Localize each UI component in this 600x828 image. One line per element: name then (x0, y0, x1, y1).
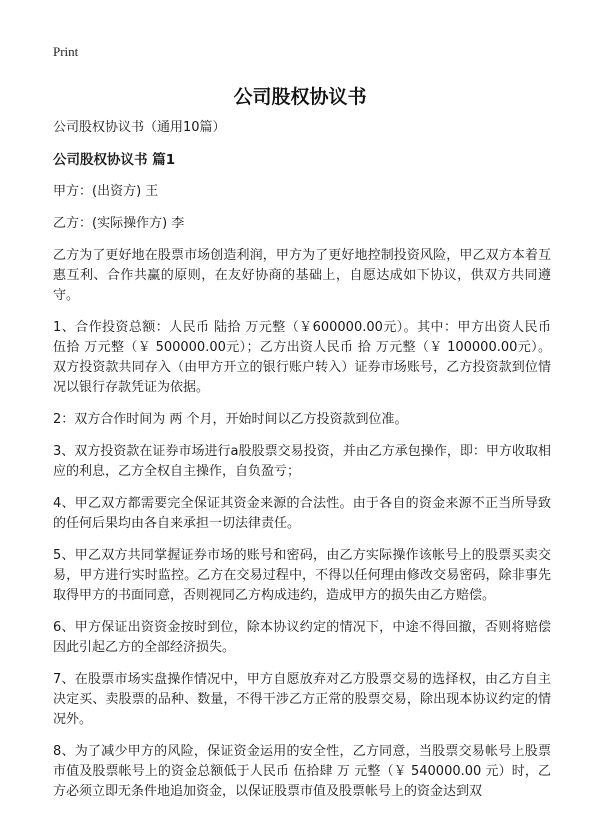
document-title: 公司股权协议书 (233, 86, 367, 108)
paragraph-clause-7: 7、在股票市场实盘操作情况中，甲方自愿放弃对乙方股票交易的选择权，由乙方自主决定买、卖股票的品种、数量，不得干涉乙方正常的股票交易，除出现本协议约定的情况外。 (53, 672, 551, 727)
paragraph-clause-4: 4、甲乙双方都需要完全保证其资金来源的合法性。由于各自的资金来源不正当所导致的任何后果均由各自来承担一切法律责任。 (53, 496, 551, 531)
document-subtitle: 公司股权协议书（通用10篇） (53, 120, 226, 135)
print-link[interactable]: Print (53, 44, 79, 59)
paragraph-clause-6: 6、甲方保证出资资金按时到位，除本协议约定的情况下，中途不得回撤，否则将赔偿因此引起乙方的全部经济损失。 (53, 620, 551, 655)
paragraph-clause-2: 2：双方合作时间为 两 个月，开始时间以乙方投资款到位准。 (53, 412, 408, 427)
paragraph-clause-8: 8、为了减少甲方的风险，保证资金运用的安全性，乙方同意，当股票交易帐号上股票市值及股票帐号上的资金总额低于人民币 伍拾肆 万 元整（￥ 540000.00 元）时，乙方必须立即无条件地追加资金，以保证股票市值及股票帐号上的资金达到双 (53, 744, 551, 799)
paragraph-clause-3: 3、双方投资款在证券市场进行a股股票交易投资，并由乙方承包操作，即：甲方收取相应的利息，乙方全权自主操作，自负盈亏； (53, 444, 551, 479)
paragraph-clause-5: 5、甲乙双方共同掌握证券市场的账号和密码，由乙方实际操作该帐号上的股票买卖交易，甲方进行实时监控。乙方在交易过程中，不得以任何理由修改交易密码，除非事先取得甲方的书面同意，否则视同乙方构成违约，造成甲方的损失由乙方赔偿。 (53, 548, 551, 603)
party-b-line: 乙方：(实际操作方) 李 (53, 216, 185, 231)
party-a-line: 甲方：(出资方) 王 (53, 184, 159, 199)
document-body (53, 118, 551, 814)
paragraph-intro: 乙方为了更好地在股票市场创造利润，甲方为了更好地控制投资风险，甲乙双方本着互惠互利、合作共赢的原则，在友好协商的基础上，自愿达成如下协议，供双方共同遵守。 (53, 248, 551, 303)
section-heading: 公司股权协议书 篇1 (53, 152, 176, 168)
paragraph-clause-1: 1、合作投资总额：人民币 陆拾 万元整（￥600000.00元）。其中：甲方出资人民币 伍拾 万元整（￥ 500000.00元）；乙方出资人民币 拾 万元整（￥ 100000.00元）。双方投资款共同存入（由甲方开立的银行账户转入）证券市场账号，乙方投资款到位情况以银行存款凭证为依据。 (53, 320, 551, 395)
